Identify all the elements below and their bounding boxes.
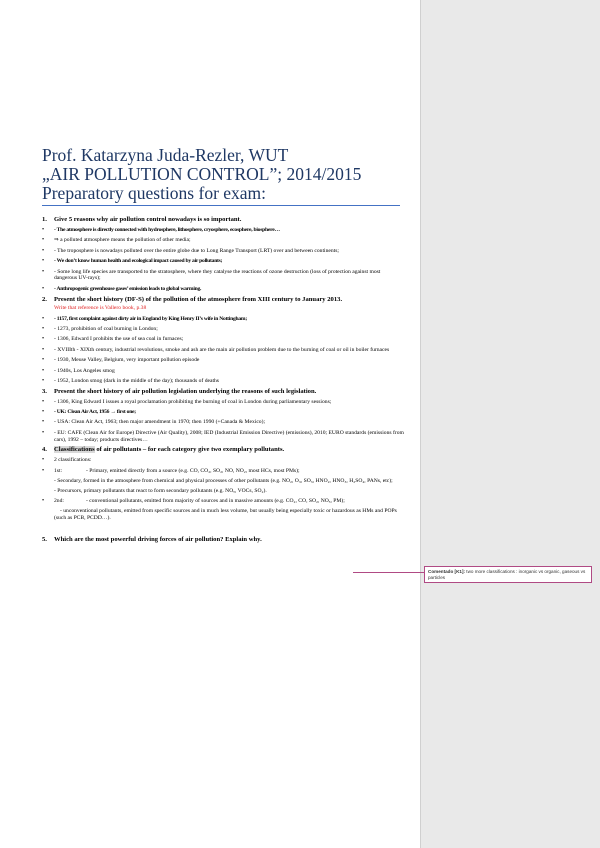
bullet-icon: • [42, 346, 45, 353]
list-item-text [54, 498, 404, 505]
list-item [42, 368, 404, 375]
list-item-text: - 1273, prohibition of coal burning in London; [54, 325, 158, 332]
list-item-text: - USA: Clean Air Act, 1963; then major amendment in 1970; then 1990 (+Canada & Mexico); [54, 419, 266, 426]
bullet-icon: • [42, 285, 45, 292]
bullet-icon: • [42, 457, 45, 464]
question-2 [42, 296, 404, 303]
list-item [42, 399, 404, 406]
list-item-text: - 1940s, Los Angeles smog [54, 367, 115, 374]
question-4 [42, 446, 404, 453]
secondary-text: - Secondary, formed in the atmosphere from chemical and physical processes of other pollutants (e.g. NO₂, O₃, SO₃, HNO₂, HNO₃, H₂SO₄, PANs, etc); [54, 477, 393, 484]
list-item-text: - 1157, first complaint against dirty air in England by King Henry II’s wife in Nottingham; [54, 315, 247, 322]
list-item [42, 357, 404, 364]
question-text: Present the short history of air pollution legislation underlying the reasons of such legislation. [54, 387, 317, 395]
question-text-rest: of air pollutants – for each category give two exemplary pollutants. [94, 446, 285, 454]
list-item-text: - 1930, Meuse Valley, Belgium, very important pollution episode [54, 357, 200, 364]
list-item [42, 258, 404, 265]
question-number: 5. [42, 535, 47, 543]
question-list [42, 216, 404, 543]
list-item [42, 430, 404, 444]
title-block [42, 146, 404, 206]
bullet-icon: • [42, 247, 45, 254]
list-item-text: - 1306, King Edward I issues a royal proclamation prohibiting the burning of coal in London during parliamentary sessions; [54, 398, 332, 405]
list-item-text: - 1306, Edward I prohibits the use of sea coal in furnaces; [54, 336, 184, 343]
title-underline [42, 205, 400, 206]
bullet-icon: • [42, 237, 45, 244]
question-text [54, 446, 404, 453]
list-item [42, 237, 404, 244]
document-body [42, 146, 404, 543]
question-number: 1. [42, 216, 47, 223]
list-item [42, 316, 404, 323]
list-item-text: ⇒ a polluted atmosphere means the pollution of other media; [54, 237, 191, 244]
list-item [42, 457, 404, 464]
bullet-icon: • [42, 398, 45, 405]
comment-connector [353, 572, 424, 573]
exam-title: Preparatory questions for exam: [42, 183, 267, 203]
list-item-text [54, 468, 404, 475]
list-item [42, 378, 404, 385]
list-item-text: - We don’t know human health and ecological impact caused by air pollutants; [54, 258, 223, 265]
classification-text: - Primary, emitted directly from a source (e.g. CO, CO₂, SO₂, NO, NO₂, most HCs, most PMs); [86, 467, 300, 474]
bullet-icon: • [42, 315, 45, 322]
page-edge [420, 0, 421, 848]
question-1 [42, 216, 404, 223]
list-item [42, 286, 404, 293]
bullet-icon: • [42, 467, 45, 474]
bullet-icon: • [42, 429, 45, 436]
classification-tag: 1st: [54, 467, 63, 474]
precursors-text: - Precursors, primary pollutants that react to form secondary pollutants (e.g. NOₓ, VOCs, SO₂). [54, 487, 267, 494]
unconventional-text: - unconventional pollutants, emitted from specific sources and in much less volume, but usually being especially toxic or hazardous as HMs and POPs (such as PCB, PCDD…). [54, 508, 397, 521]
course-title: „AIR POLLUTION CONTROL”; 2014/2015 [42, 164, 362, 184]
bullet-icon: • [42, 258, 45, 265]
commented-text[interactable]: Classifications [54, 446, 95, 454]
question-number: 3. [42, 387, 47, 395]
bullet-icon: • [42, 336, 45, 343]
author-title: Prof. Katarzyna Juda-Rezler, WUT [42, 145, 289, 165]
list-item-text: - Some long life species are transported to the stratosphere, where they catalyse the reactions of ozone destruction (loss of protection against most dangerous UV-rays); [54, 268, 381, 282]
list-item [42, 468, 404, 475]
question-3 [42, 388, 404, 395]
bullet-icon: • [42, 268, 45, 275]
list-item [42, 347, 404, 354]
list-item-text: - 1952, London smog (dark in the middle of the day); thousands of deaths [54, 377, 219, 384]
comment-pane [421, 0, 600, 848]
list-item-text: 2 classifications: [54, 457, 92, 464]
bullet-icon: • [42, 498, 45, 505]
question-number: 2. [42, 295, 47, 303]
comment-author: Comentado [K1]: [428, 569, 466, 574]
comment-balloon[interactable] [424, 566, 592, 583]
comment-text: two more classifications : inorganic vs organic, gaseous vs particles [428, 569, 586, 580]
reference-note: Write that reference is Vallero book, p.38 [54, 304, 147, 311]
classification-tag: 2nd: [54, 498, 64, 505]
list-item-text: - Anthropogenic greenhouse gases’ emission leads to global warming. [54, 285, 202, 292]
question-text: Which are the most powerful driving forces of air pollution? Explain why. [54, 535, 262, 543]
list-item-text: - UK: Clean Air Act, 1956 → first one; [54, 409, 136, 416]
bullet-icon: • [42, 409, 45, 416]
bullet-icon: • [42, 419, 45, 426]
bullet-icon: • [42, 227, 45, 233]
question-5 [42, 536, 404, 543]
list-item [42, 409, 404, 416]
question-text: Give 5 reasons why air pollution control nowadays is so important. [54, 216, 242, 223]
question-text: Present the short history (DF-S) of the pollution of the atmosphere from XIII century to January 2013. [54, 295, 343, 303]
list-item [42, 336, 404, 343]
question-number: 4. [42, 446, 47, 454]
list-item-text: - The atmosphere is directly connected with hydrosphere, lithosphere, cryosphere, ecosphere, biosphere… [54, 227, 280, 233]
list-item [42, 227, 404, 234]
classification-text: - conventional pollutants, emitted from majority of sources and in massive amounts (e.g. CO₂, CO, SO₂, NOₓ, PM); [86, 498, 345, 505]
list-item [42, 498, 404, 505]
list-item [42, 419, 404, 426]
list-item [42, 326, 404, 333]
list-item [42, 248, 404, 255]
list-item-text: - XVIIIth - XIXth century, industrial revolutions, smoke and ash are the main air pollution problem due to the burning of coal or oil in boiler furnaces [54, 346, 390, 353]
bullet-icon: • [42, 325, 45, 332]
bullet-icon: • [42, 377, 45, 384]
bullet-icon: • [42, 367, 45, 374]
list-item-text: - The troposphere is nowadays polluted over the entire globe due to Long Range Transport (LRT) over and between continents; [54, 247, 339, 254]
bullet-icon: • [42, 357, 45, 364]
list-item-text: - EU: CAFE (Clean Air for Europe) Directive (Air Quality), 2008; IED (Industrial Emission Directive) (emissions), 2010; EURO standards (emissions from cars), 1992 – today; products directives… [54, 429, 404, 443]
list-item [42, 269, 404, 283]
